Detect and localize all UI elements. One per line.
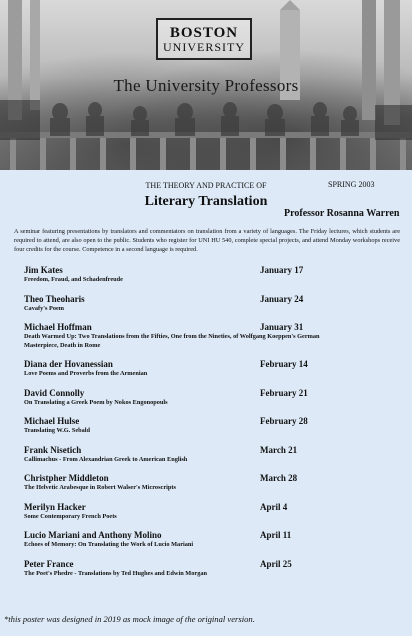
talk-title: Love Poems and Proverbs from the Armenian bbox=[24, 370, 148, 377]
lecture-date: April 4 bbox=[260, 501, 288, 512]
schedule-entry bbox=[24, 445, 384, 465]
schedule-entry bbox=[24, 388, 384, 408]
schedule-entry bbox=[24, 502, 384, 522]
lecture-date: April 11 bbox=[260, 530, 292, 540]
talk-title: Cavafy's Poem bbox=[24, 304, 65, 312]
lecture-date: February 28 bbox=[260, 416, 308, 426]
talk-title: The Helvetic Arabesque in Robert Walser's Microscripts bbox=[24, 484, 176, 491]
course-description: A seminar featuring presentations by translators and commentators on translation from a variety of languages. The Friday lectures, which students are required to attend, are also open to the public. Students who register for UNI HU 540, complete special projects, and attend Monday workshops receive four credits for the course. Competence in a second language is required. bbox=[14, 228, 400, 254]
course-title: Literary Translation bbox=[144, 194, 268, 209]
speaker-name: Jim Kates bbox=[24, 265, 63, 275]
professor-name: Professor Rosanna Warren bbox=[284, 208, 400, 219]
schedule-entry bbox=[24, 265, 384, 285]
banner-title: The University Professors bbox=[113, 76, 299, 95]
schedule-entry bbox=[24, 294, 384, 314]
lecture-date: February 21 bbox=[260, 387, 308, 398]
course-subtitle: THE THEORY AND PRACTICE OF bbox=[145, 181, 267, 190]
lecture-date: January 31 bbox=[260, 322, 304, 332]
boston-university-logo bbox=[156, 18, 252, 60]
talk-title: Echoes of Memory: On Translating the Work of Lucio Mariani bbox=[24, 541, 194, 548]
footnote: *this poster was designed in 2019 as mock image of the original version. bbox=[4, 614, 255, 624]
lecture-date: March 21 bbox=[260, 444, 298, 455]
talk-title: Translating W.G. Sebald bbox=[24, 427, 91, 434]
speaker-name: Frank Nisetich bbox=[24, 444, 82, 455]
schedule-entry bbox=[24, 473, 384, 493]
talk-title: Freedom, Fraud, and Schadenfreude bbox=[24, 276, 123, 283]
lecture-date: January 17 bbox=[260, 265, 304, 275]
schedule-entry bbox=[24, 322, 384, 350]
talk-title: On Translating a Greek Poem by Nokos Engonopouls bbox=[24, 398, 168, 406]
talk-title: Some Contemporary French Poets bbox=[24, 512, 117, 520]
talk-title: Callimachus - From Alexandrian Greek to American English bbox=[24, 455, 188, 463]
speaker-name: Theo Theoharis bbox=[24, 293, 85, 304]
speaker-name: Michael Hulse bbox=[24, 416, 80, 426]
header-banner-image bbox=[0, 0, 412, 170]
speaker-name: Merilyn Hacker bbox=[24, 501, 86, 512]
schedule-entry bbox=[24, 559, 384, 579]
season-label: SPRING 2003 bbox=[328, 180, 375, 189]
speaker-name: Peter France bbox=[24, 558, 74, 569]
talk-title: The Poet's Phedre - Translations by Ted Hughes and Edwin Morgan bbox=[24, 569, 207, 577]
speaker-name: Michael Hoffman bbox=[24, 322, 92, 332]
lecture-schedule bbox=[24, 265, 384, 577]
speaker-name: Christpher Middleton bbox=[24, 473, 109, 483]
logo-line-2: UNIVERSITY bbox=[163, 39, 245, 54]
lecture-date: January 24 bbox=[260, 293, 304, 304]
lecture-date: April 25 bbox=[260, 558, 292, 569]
speaker-name: Lucio Mariani and Anthony Molino bbox=[24, 530, 162, 540]
talk-title: Death Warmed Up: Two Translations from the Fifties, One from the Nineties, of Wolfgang Koeppen's German Masterpiece, Death in Rome bbox=[24, 333, 320, 349]
lecture-date: February 14 bbox=[260, 359, 308, 369]
schedule-entry bbox=[24, 416, 384, 436]
schedule-entry bbox=[24, 530, 384, 550]
logo-line-1: BOSTON bbox=[169, 24, 239, 41]
speaker-name: Diana der Hovanessian bbox=[24, 359, 113, 369]
lecture-date: March 28 bbox=[260, 473, 298, 483]
speaker-name: David Connolly bbox=[24, 387, 85, 398]
schedule-entry bbox=[24, 359, 384, 379]
